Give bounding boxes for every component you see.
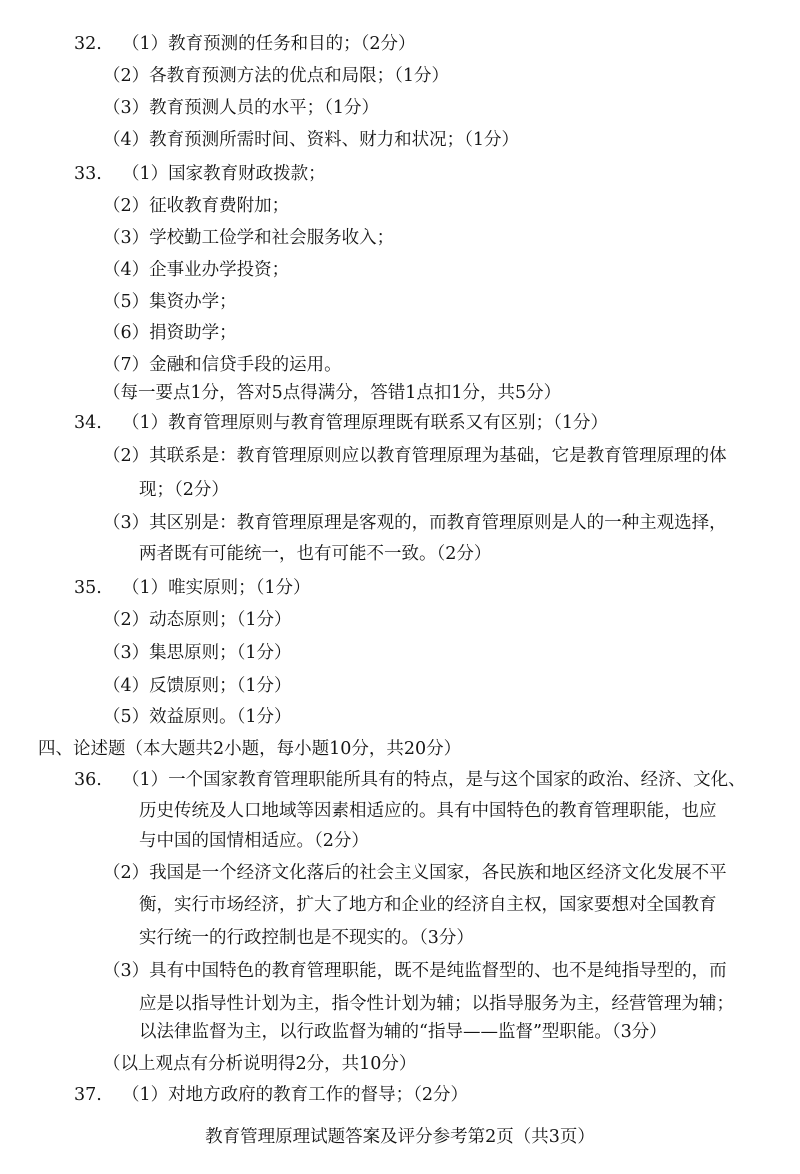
q33-item-2: （2）征收教育费附加； — [103, 196, 290, 216]
q36-line-1 — [74, 769, 746, 791]
q36-item-2-line-3: 实行统一的行政控制也是不现实的。（3分） — [139, 928, 474, 948]
q35-item-5: （5）效益原则。（1分） — [103, 707, 292, 727]
q36-item-1-line-3: 与中国的国情相适应。（2分） — [139, 831, 369, 851]
q36-item-1-line-2: 历史传统及人口地域等因素相适应的。具有中国特色的教育管理职能，也应 — [139, 801, 717, 821]
q34-item-3-line-2: 两者既有可能统一，也有可能不一致。（2分） — [139, 544, 492, 564]
q36-item-2-line-2: 衡，实行市场经济，扩大了地方和企业的经济自主权，国家要想对全国教育 — [139, 895, 717, 915]
q33-item-4: （4）企事业办学投资； — [103, 260, 290, 280]
q36-item-3-line-3: 以法律监督为主，以行政监督为辅的“指导——监督”型职能。（3分） — [139, 1022, 667, 1042]
q35-item-3: （3）集思原则；（1分） — [103, 643, 292, 663]
q32-item-4: （4）教育预测所需时间、资料、财力和状况；（1分） — [103, 130, 520, 150]
q32-line-1 — [74, 33, 416, 55]
q35-item-2: （2）动态原则；（1分） — [103, 610, 292, 630]
q36-item-3-line-2: 应是以指导性计划为主，指令性计划为辅；以指导服务为主，经营管理为辅； — [139, 994, 734, 1014]
q33-line-1 — [74, 163, 326, 185]
q34-line-1 — [74, 412, 608, 434]
q32-number: 32. — [74, 34, 102, 54]
q35-item-1: （1）唯实原则；（1分） — [122, 578, 311, 598]
q37-line-1 — [74, 1084, 468, 1106]
q37-number: 37. — [74, 1085, 102, 1105]
q34-item-2-line-1: （2）其联系是：教育管理原则应以教育管理原理为基础，它是教育管理原理的体 — [103, 446, 727, 466]
q34-number: 34. — [74, 413, 102, 433]
page-footer: 教育管理原理试题答案及评分参考第2页（共3页） — [205, 1127, 595, 1147]
q35-number: 35. — [74, 578, 102, 598]
q36-number: 36. — [74, 770, 102, 790]
q33-item-3: （3）学校勤工俭学和社会服务收入； — [103, 228, 395, 248]
q35-line-1 — [74, 577, 311, 599]
q34-item-1: （1）教育管理原则与教育管理原理既有联系又有区别；（1分） — [122, 413, 609, 433]
q32-item-1: （1）教育预测的任务和目的；（2分） — [122, 34, 416, 54]
q36-item-3-line-1: （3）具有中国特色的教育管理职能，既不是纯监督型的、也不是纯指导型的，而 — [103, 961, 727, 981]
q33-item-1: （1）国家教育财政拨款； — [122, 164, 326, 184]
q36-item-1-line-1: （1）一个国家教育管理职能所具有的特点，是与这个国家的政治、经济、文化、 — [122, 770, 746, 790]
q33-item-5: （5）集资办学； — [103, 292, 237, 312]
section-4-heading: 四、论述题（本大题共2小题，每小题10分，共20分） — [38, 739, 462, 759]
q33-number: 33. — [74, 164, 102, 184]
q34-item-2-line-2: 现；（2分） — [139, 480, 229, 500]
q33-item-7: （7）金融和信贷手段的运用。 — [103, 355, 342, 375]
q36-item-2-line-1: （2）我国是一个经济文化落后的社会主义国家，各民族和地区经济文化发展不平 — [103, 863, 727, 883]
q32-item-2: （2）各教育预测方法的优点和局限；（1分） — [103, 66, 450, 86]
q34-item-3-line-1: （3）其区别是：教育管理原理是客观的，而教育管理原则是人的一种主观选择， — [103, 513, 727, 533]
q35-item-4: （4）反馈原则；（1分） — [103, 676, 292, 696]
q33-item-6: （6）捐资助学； — [103, 323, 237, 343]
q36-scoring-note: （以上观点有分析说明得2分，共10分） — [103, 1054, 417, 1074]
q32-item-3: （3）教育预测人员的水平；（1分） — [103, 98, 380, 118]
q33-scoring-note: （每一要点1分，答对5点得满分，答错1点扣1分，共5分） — [103, 383, 562, 403]
q37-item-1: （1）对地方政府的教育工作的督导；（2分） — [122, 1085, 469, 1105]
